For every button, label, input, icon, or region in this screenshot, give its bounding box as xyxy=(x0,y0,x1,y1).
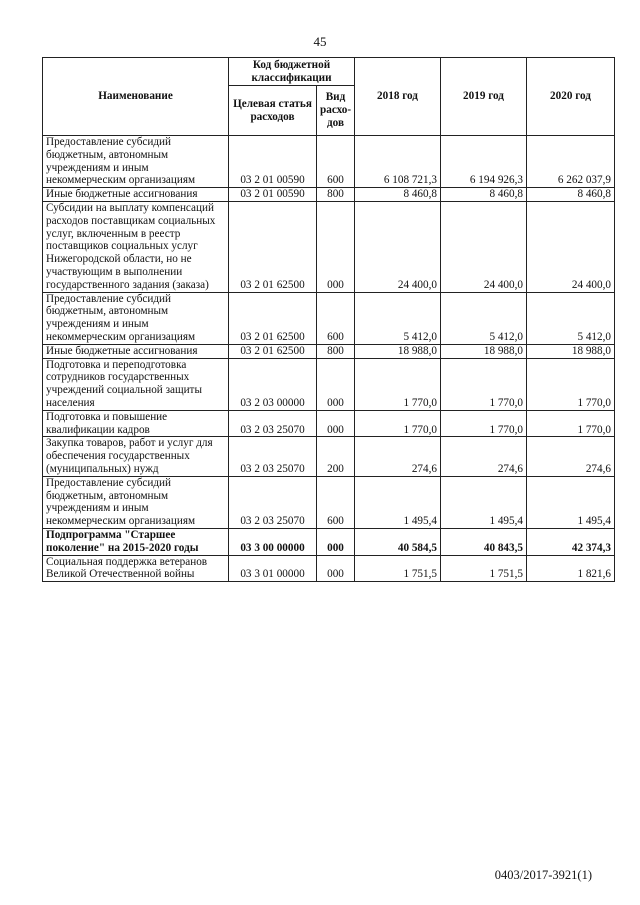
row-2019-cell: 1 495,4 xyxy=(441,476,527,528)
row-name-cell: Субсидии на выплату компенсаций расходов поставщикам социальных услуг, включенным в реестр поставщиков социальных услуг Нижегородской области, но не участвующим в выполнении государственного задания (заказа) xyxy=(43,201,229,292)
row-2018-cell: 1 495,4 xyxy=(355,476,441,528)
row-expense-type-cell: 200 xyxy=(317,437,355,476)
table-row xyxy=(43,292,615,344)
row-2020-cell: 6 262 037,9 xyxy=(527,136,615,188)
row-expense-type-cell: 600 xyxy=(317,476,355,528)
row-2020-cell: 1 770,0 xyxy=(527,410,615,437)
table-row xyxy=(43,410,615,437)
document-code: 0403/2017-3921(1) xyxy=(494,868,592,882)
row-target-code-cell: 03 2 03 00000 xyxy=(229,358,317,410)
row-2020-cell: 1 821,6 xyxy=(527,555,615,582)
header-name: Наименование xyxy=(43,58,229,136)
table-row xyxy=(43,476,615,528)
row-2019-cell: 8 460,8 xyxy=(441,188,527,202)
table-row xyxy=(43,136,615,188)
row-target-code-cell: 03 2 03 25070 xyxy=(229,410,317,437)
row-target-code-cell: 03 2 01 62500 xyxy=(229,344,317,358)
row-2020-cell: 8 460,8 xyxy=(527,188,615,202)
table-row xyxy=(43,188,615,202)
row-2019-cell: 5 412,0 xyxy=(441,292,527,344)
row-target-code-cell: 03 2 03 25070 xyxy=(229,476,317,528)
row-2018-cell: 1 770,0 xyxy=(355,410,441,437)
table-row xyxy=(43,555,615,582)
row-expense-type-cell: 000 xyxy=(317,358,355,410)
row-2020-cell: 24 400,0 xyxy=(527,201,615,292)
row-target-code-cell: 03 3 00 00000 xyxy=(229,528,317,555)
row-expense-type-cell: 800 xyxy=(317,344,355,358)
row-expense-type-cell: 000 xyxy=(317,410,355,437)
row-name-cell: Закупка товаров, работ и услуг для обеспечения государственных (муниципальных) нужд xyxy=(43,437,229,476)
row-target-code-cell: 03 2 01 62500 xyxy=(229,292,317,344)
row-name-cell: Подготовка и повышение квалификации кадров xyxy=(43,410,229,437)
row-target-code-cell: 03 2 01 00590 xyxy=(229,188,317,202)
row-expense-type-cell: 000 xyxy=(317,555,355,582)
row-expense-type-cell: 800 xyxy=(317,188,355,202)
row-target-code-cell: 03 2 03 25070 xyxy=(229,437,317,476)
row-2020-cell: 274,6 xyxy=(527,437,615,476)
row-2019-cell: 24 400,0 xyxy=(441,201,527,292)
row-2018-cell: 8 460,8 xyxy=(355,188,441,202)
budget-table xyxy=(42,57,615,582)
row-name-cell: Предоставление субсидий бюджетным, автономным учреждениям и иным некоммерческим организациям xyxy=(43,476,229,528)
table-row xyxy=(43,201,615,292)
header-2019: 2019 год xyxy=(441,58,527,136)
row-2019-cell: 40 843,5 xyxy=(441,528,527,555)
row-name-cell: Предоставление субсидий бюджетным, автономным учреждениям и иным некоммерческим организациям xyxy=(43,292,229,344)
row-expense-type-cell: 000 xyxy=(317,528,355,555)
row-2020-cell: 18 988,0 xyxy=(527,344,615,358)
row-expense-type-cell: 600 xyxy=(317,292,355,344)
row-target-code-cell: 03 3 01 00000 xyxy=(229,555,317,582)
row-name-cell: Социальная поддержка ветеранов Великой Отечественной войны xyxy=(43,555,229,582)
page-number: 45 xyxy=(313,34,327,49)
row-2020-cell: 1 495,4 xyxy=(527,476,615,528)
row-2018-cell: 1 770,0 xyxy=(355,358,441,410)
row-2018-cell: 274,6 xyxy=(355,437,441,476)
row-2018-cell: 6 108 721,3 xyxy=(355,136,441,188)
row-name-cell: Иные бюджетные ассигнования xyxy=(43,188,229,202)
row-2020-cell: 5 412,0 xyxy=(527,292,615,344)
row-expense-type-cell: 600 xyxy=(317,136,355,188)
row-2018-cell: 18 988,0 xyxy=(355,344,441,358)
row-2018-cell: 1 751,5 xyxy=(355,555,441,582)
row-name-cell: Подготовка и переподготовка сотрудников государственных учреждений социальной защиты населения xyxy=(43,358,229,410)
row-2019-cell: 1 770,0 xyxy=(441,410,527,437)
row-2019-cell: 1 770,0 xyxy=(441,358,527,410)
table-row xyxy=(43,344,615,358)
row-target-code-cell: 03 2 01 00590 xyxy=(229,136,317,188)
row-2020-cell: 42 374,3 xyxy=(527,528,615,555)
row-2019-cell: 18 988,0 xyxy=(441,344,527,358)
table-row xyxy=(43,528,615,555)
row-2019-cell: 1 751,5 xyxy=(441,555,527,582)
row-name-cell: Предоставление субсидий бюджетным, автономным учреждениям и иным некоммерческим организациям xyxy=(43,136,229,188)
row-2018-cell: 5 412,0 xyxy=(355,292,441,344)
row-name-cell: Иные бюджетные ассигнования xyxy=(43,344,229,358)
row-2018-cell: 24 400,0 xyxy=(355,201,441,292)
row-name-cell: Подпрограмма "Старшее поколение" на 2015-2020 годы xyxy=(43,528,229,555)
header-2020: 2020 год xyxy=(527,58,615,136)
header-2018: 2018 год xyxy=(355,58,441,136)
row-target-code-cell: 03 2 01 62500 xyxy=(229,201,317,292)
header-expense-type: Вид расхо-дов xyxy=(317,86,355,136)
row-2019-cell: 6 194 926,3 xyxy=(441,136,527,188)
header-code-group: Код бюджетной классификации xyxy=(229,58,355,86)
header-target-article: Целевая статья расходов xyxy=(229,86,317,136)
table-row xyxy=(43,437,615,476)
row-2019-cell: 274,6 xyxy=(441,437,527,476)
row-2020-cell: 1 770,0 xyxy=(527,358,615,410)
table-row xyxy=(43,358,615,410)
row-expense-type-cell: 000 xyxy=(317,201,355,292)
row-2018-cell: 40 584,5 xyxy=(355,528,441,555)
